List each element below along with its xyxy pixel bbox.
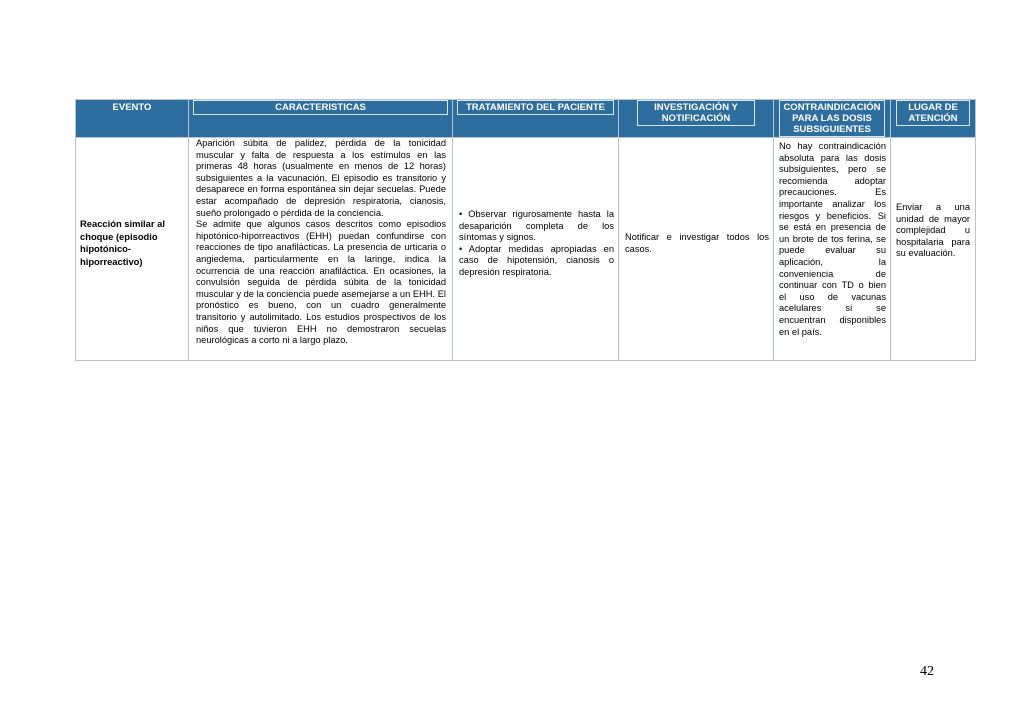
- header-lugar: [891, 100, 976, 138]
- caracteristicas-paragraph-1: Aparición súbita de palidez, pérdida de la tonicidad muscular y falta de respuesta a los estímulos en las primeras 48 horas (usualmente en menos de 12 horas) subsiguientes a la vacunación. El episodio es transitorio y desaparece en forma espontánea sin dejar secuelas. Puede estar acompañado de depresión respiratoria, cianosis, sueño prolongado o pérdida de la conciencia.: [196, 138, 446, 218]
- header-investigacion: [619, 100, 774, 138]
- contraindicacion-cell: [774, 138, 891, 361]
- page-number: 42: [920, 664, 934, 679]
- adverse-event-table: [75, 99, 976, 361]
- header-contraindicacion-label: CONTRAINDICACIÓN PARA LAS DOSIS SUBSIGUIENTES: [779, 100, 885, 137]
- caracteristicas-text: [189, 138, 452, 347]
- tratamiento-cell: [453, 138, 619, 361]
- table-row: [76, 138, 976, 361]
- caracteristicas-paragraph-2: Se admite que algunos casos descritos como episodios hipotónico-hiporreactivos (EHH) puedan confundirse con reacciones de tipo anafilácticas. La presencia de urticaria o angiedema, particularmente en la laringe, indica la ocurrencia de una reacción anafiláctica. En ocasiones, la convulsión seguida de pérdida súbita de la tonicidad muscular y de la conciencia puede asemejarse a un EHH. El pronóstico es bueno, con un cuadro generalmente transitorio y autolimitado. Los estudios prospectivos de los niños que tuvieron EHH no demostraron secuelas neurológicas a corto ni a largo plazo.: [196, 219, 446, 346]
- investigacion-cell: [619, 138, 774, 361]
- caracteristicas-cell: [189, 138, 453, 361]
- lugar-cell: [891, 138, 976, 361]
- evento-cell: [76, 138, 189, 361]
- tratamiento-item-1: • Observar rigurosamente hasta la desaparición completa de los síntomas y signos.: [459, 209, 614, 243]
- header-evento-label: EVENTO: [112, 102, 152, 113]
- header-investigacion-label: INVESTIGACIÓN Y NOTIFICACIÓN: [637, 100, 755, 126]
- header-caracteristicas: [189, 100, 453, 138]
- evento-text: Reacción similar al choque (episodio hipotónico-hiporreactivo): [80, 218, 165, 267]
- tratamiento-text: [453, 138, 618, 279]
- header-evento: [76, 100, 189, 138]
- tratamiento-item-2: • Adoptar medidas apropiadas en caso de hipotensión, cianosis o depresión respiratoria.: [459, 243, 614, 277]
- contraindicacion-text: No hay contraindicación absoluta para las dosis subsiguientes, pero se recomienda adoptar precauciones. Es importante analizar los riesgos y beneficios. Si se está en presencia de un brote de tos ferina, se puede evaluar su aplicación, la conveniencia de continuar con TD o bien el uso de vacunas acelulares si se encuentran disponibles en el país.: [779, 141, 886, 337]
- header-contraindicacion: [774, 100, 891, 138]
- header-tratamiento-label: TRATAMIENTO DEL PACIENTE: [457, 100, 614, 115]
- header-caracteristicas-label: CARACTERISTICAS: [193, 100, 448, 115]
- investigacion-text: Notificar e investigar todos los casos.: [625, 232, 769, 254]
- header-tratamiento: [453, 100, 619, 138]
- header-lugar-label: LUGAR DE ATENCIÓN: [896, 100, 970, 126]
- lugar-text: Enviar a una unidad de mayor complejidad u hospitalaria para su evaluación.: [896, 202, 970, 259]
- header-row: [76, 100, 976, 138]
